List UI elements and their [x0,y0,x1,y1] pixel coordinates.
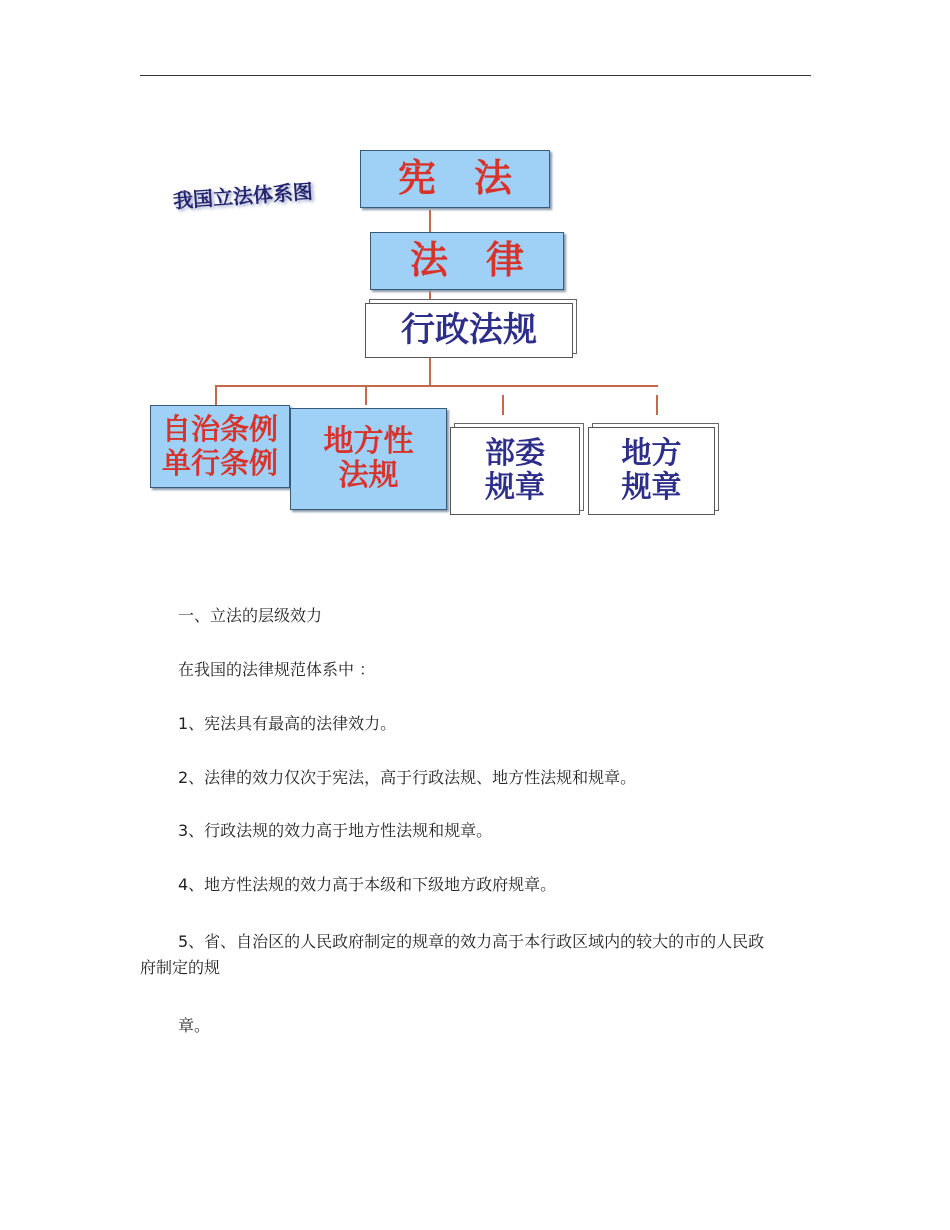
node-local-rules-line-2: 规章 [621,470,682,505]
connector-bus [215,385,658,387]
legislative-system-diagram [140,115,730,570]
node-ministry-rules [450,427,580,515]
node-admin-regulations [365,303,573,358]
intro-paragraph: 在我国的法律规范体系中 ： [178,660,376,679]
connector-drop-2 [365,385,367,405]
item-5-continuation: 章。 [178,1016,211,1035]
node-local-regulations [290,408,447,510]
node-law-label: 法 律 [409,238,524,283]
section-heading: 一、立法的层级效力 [178,606,323,625]
item-3: 3、行政法规的效力高于地方性法规和规章。 [178,821,493,840]
diagram-title: 我国立法体系图 [172,179,314,213]
node-admin-regulations-label: 行政法规 [401,309,537,350]
header-rule [140,75,811,76]
node-law [370,232,564,290]
node-autonomous-line-1: 自治条例 [161,412,278,447]
item-5: 5、省、自治区的人民政府制定的规章的效力高于本行政区域内的较大的市的人民政府制定的规 [140,932,765,977]
connector-drop-3 [502,395,504,415]
node-local-regulations-line-1: 地方性 [323,423,414,459]
node-ministry-rules-line-2: 规章 [485,470,545,505]
item-4: 4、地方性法规的效力高于本级和下级地方政府规章。 [178,875,557,894]
item-2: 2、法律的效力仅次于宪法，高于行政法规、地方性法规和规章。 [178,768,637,787]
node-local-rules-line-1: 地方 [621,435,682,471]
node-autonomous-line-2: 单行条例 [161,445,278,480]
node-ministry-rules-line-1: 部委 [485,435,545,471]
node-local-rules [588,427,715,515]
node-constitution [360,150,550,208]
connector-drop-4 [656,395,658,415]
node-autonomous-regulations [150,405,290,488]
item-1: 1、宪法具有最高的法律效力。 [178,714,397,733]
node-constitution-label: 宪 法 [397,156,512,201]
connector-drop-1 [215,385,217,405]
connector-constitution-law [429,210,431,232]
node-local-regulations-line-2: 法规 [338,458,399,493]
connector-admin-bus [429,358,431,385]
